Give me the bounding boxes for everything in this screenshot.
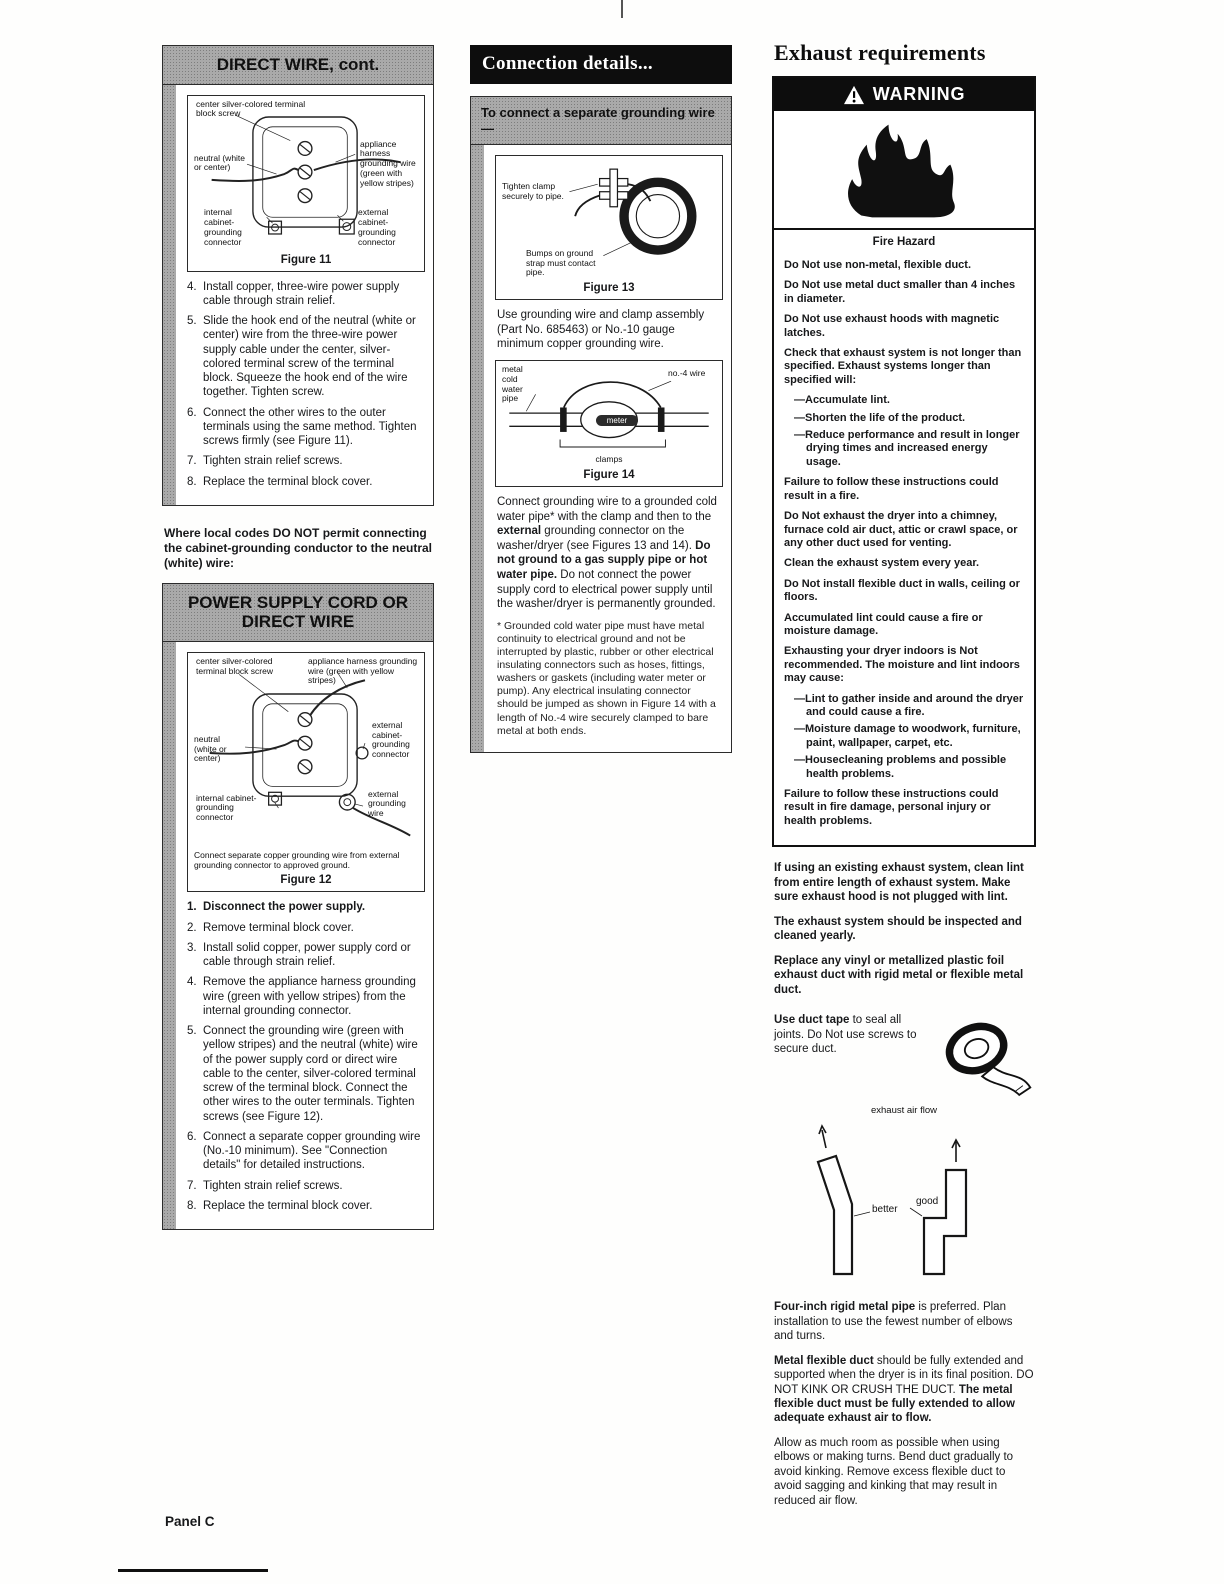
step-item: 5. Slide the hook end of the neutral (white or center) wire from the three-wire power supply cable under the center, silver-colored terminal screw of the terminal block. Squeeze the hook end of the wire together. Tighten screw. [187,315,416,399]
fig12-label-block-screw: center silver-colored terminal block screw [196,655,273,676]
fig12-caption: Figure 12 [280,874,332,887]
step-item: 7. Tighten strain relief screws. [187,1179,343,1192]
warning-dash-item: —Housecleaning problems and possible health problems. [794,754,1007,780]
fig12-label-appliance: appliance harness grounding wire (green with yellow stripes) [308,655,418,686]
fig11-label-block-screw: center silver-colored terminal block screw [196,98,306,119]
step-item: 6. Connect the other wires to the outer terminals using the same method. Tighten screws firmly (see Figure 11). [187,406,417,448]
grounding-wire-subheader: To connect a separate grounding wire — [471,97,731,145]
step-item: 3. Install solid copper, power supply cord or cable through strain relief. [187,941,411,969]
cold-water-pipe-footnote: * Grounded cold water pipe must have metal continuity to electrical ground and not be interrupted by plastic, rubber or other electrical insulating connectors such as hoses, fittings, washers or gaskets (including water meter or pump). Any electrical insulating connector should be jumped as shown in Figure 14 with a length of No.-4 wire securely clamped to bare metal at both ends. [497,619,716,737]
warning-text: Do Not exhaust the dryer into a chimney, furnace cold air duct, attic or crawl space, or any other duct used for venting. [784,510,1018,549]
fig12-label-neutral: neutral (white or center) [194,733,227,764]
step-item: 8. Replace the terminal block cover. [187,475,373,488]
warning-text: Exhausting your dryer indoors is Not recommended. The moisture and lint indoors may cause: [784,645,1020,685]
fig14-label-wire: no.-4 wire [668,367,706,378]
exhaust-air-flow-label: exhaust air flow [870,1105,937,1117]
section-edge-texture [471,145,484,752]
inspect-yearly-note: The exhaust system should be inspected and cleaned yearly. [774,915,1022,943]
duct-tape-row [774,1013,1034,1099]
fig12-ground-note: Connect separate copper grounding wire from external grounding connector to approved ground. [194,849,400,871]
duct-tape-note: Use duct tape to seal all joints. Do Not use screws to secure duct. [774,1014,917,1056]
warning-dash-item: —Accumulate lint. [794,394,890,407]
flexible-duct-note: Metal flexible duct should be fully extended and supported when the dryer is in its final position. DO NOT KINK OR CRUSH THE DUCT. The metal flexible duct must be fully extended to allow adequate exhaust air to flow. [774,1354,1034,1425]
warning-text: Accumulated lint could cause a fire or moisture damage. [784,611,983,637]
bottom-rule [118,1569,268,1572]
step-item: 8. Replace the terminal block cover. [187,1199,373,1212]
better-duct-label: better [872,1204,898,1216]
fig11-caption: Figure 11 [280,253,332,266]
exhaust-ducts-icon [782,1118,1002,1278]
fig12-label-internal: internal cabinet-grounding connector [196,792,257,823]
step-item: 4. Install copper, three-wire power supply cable through strain relief. [187,280,400,307]
warning-dash-item: —Lint to gather inside and around the dryer and could cause a fire. [794,692,1024,718]
fig13-caption: Figure 13 [583,282,635,295]
left-column [162,45,434,1230]
warning-triangle-icon [843,85,865,105]
step-item: 4. Remove the appliance harness grounding wire (green with yellow stripes) from the internal grounding connector. [187,976,416,1017]
warning-dash-item: —Reduce performance and result in longer drying times and increased energy usage. [794,429,1020,468]
grounding-connection-paragraph: Connect grounding wire to a grounded cold water pipe* with the clamp and then to the external grounding connector on the washer/dryer (see Figures 13 and 14). Do not ground to a gas supply pipe or hot water pipe. Do not connect the power supply cord to electrical power supply until the washer/dryer is permanently grounded. [497,495,717,611]
figure-11 [187,95,425,272]
fig11-label-appliance: appliance harness grounding wire (green with yellow stripes) [360,138,416,188]
fire-illustration [774,111,1034,230]
step-item: 1. Disconnect the power supply. [187,901,366,914]
rigid-pipe-note: Four-inch rigid metal pipe is preferred. Plan installation to use the fewest number of elbows and turns. [774,1301,1013,1343]
figure-12 [187,652,425,892]
step-item: 7. Tighten strain relief screws. [187,455,343,468]
airflow-diagram [772,1118,1036,1290]
fig12-label-ext-wire: external grounding wire [368,788,406,819]
warning-text: Do Not use non-metal, flexible duct. [784,259,972,271]
warning-text: Clean the exhaust system every year. [784,557,980,570]
step-item: 6. Connect a separate copper grounding wire (No.-10 minimum). See "Connection details" for detailed instructions. [187,1130,421,1172]
warning-header [774,78,1034,111]
warning-dash-item: —Shorten the life of the product. [794,411,966,424]
figure-14 [495,360,723,487]
warning-text: Do Not use exhaust hoods with magnetic latches. [784,313,1000,339]
flame-icon [829,121,979,221]
fig14-label-meter: meter [596,415,638,426]
figure-13 [495,155,723,300]
fig11-label-neutral: neutral (white or center) [194,152,246,173]
fig14-label-clamps: clamps [595,454,623,465]
fig11-label-external: external cabinet-grounding connector [358,207,396,247]
fig13-label-bumps: Bumps on ground strap must contact pipe. [526,247,596,278]
fig11-label-internal: internal cabinet-grounding connector [204,207,242,247]
right-column [772,40,1036,1518]
page-center-mark [621,0,623,18]
fire-hazard-caption: Fire Hazard [872,236,936,248]
fig14-label-pipe: metal cold water pipe [502,363,523,404]
section-edge-texture [163,642,176,1229]
direct-wire-header: DIRECT WIRE, cont. [163,46,433,85]
warning-dash-item: —Moisture damage to woodwork, furniture, paint, wallpaper, carpet, etc. [794,723,1021,749]
power-supply-cord-header: POWER SUPPLY CORD OR DIRECT WIRE [163,584,433,642]
warning-header-label: WARNING [872,84,966,104]
warning-text: Failure to follow these instructions could result in a fire. [784,476,999,502]
exhaust-notes [772,861,1036,1508]
warning-text: Failure to follow these instructions could result in fire damage, personal injury or health problems. [784,788,999,827]
direct-wire-section [162,45,434,506]
fig12-label-ext-cabinet: external cabinet-grounding connector [372,719,410,760]
grounding-wire-paragraph: Use grounding wire and clamp assembly (Part No. 685463) or No.-10 gauge minimum copper grounding wire. [497,309,705,351]
duct-tape-icon [934,1013,1034,1099]
exhaust-requirements-title: Exhaust requirements [774,40,986,65]
section-edge-texture [163,85,176,505]
elbow-room-note: Allow as much room as possible when using elbows or making turns. Bend duct gradually to avoid kinking. Remove excess flexible duct to avoid sagging and kinking that may result in reduced air flow. [774,1436,1014,1507]
replace-vinyl-note: Replace any vinyl or metallized plastic foil exhaust duct with rigid metal or flexible metal duct. [774,954,1024,996]
warning-text: Check that exhaust system is not longer than specified. Exhaust systems longer than specified will: [784,347,1022,386]
good-duct-label: good [916,1196,939,1208]
power-supply-cord-section [162,583,434,1230]
local-codes-note: Where local codes DO NOT permit connecting the cabinet-grounding conductor to the neutral (white) wire: [164,525,432,570]
middle-column [470,45,732,753]
fig14-caption: Figure 14 [583,468,635,481]
grounding-wire-section [470,96,732,753]
existing-exhaust-note: If using an existing exhaust system, clean lint from entire length of exhaust system. Make sure exhaust hood is not plugged with lint. [774,862,1024,904]
warning-text: Do Not install flexible duct in walls, ceiling or floors. [784,577,1020,604]
panel-label: Panel C [165,1514,215,1529]
connection-details-header: Connection details... [470,45,732,84]
step-item: 5. Connect the grounding wire (green with yellow stripes) and the neutral (white) wire of the power supply cord or direct wire cable to the center, silver-colored terminal screw of the terminal block. Connect the other wires to the outer terminals. Tighten screws (see Figure 12). [187,1025,418,1123]
warning-box [772,76,1036,847]
warning-text: Do Not use metal duct smaller than 4 inches in diameter. [784,279,1016,305]
fig13-label-clamp: Tighten clamp securely to pipe. [502,181,564,201]
warning-items [774,250,1034,845]
step-item: 2. Remove terminal block cover. [187,921,354,934]
